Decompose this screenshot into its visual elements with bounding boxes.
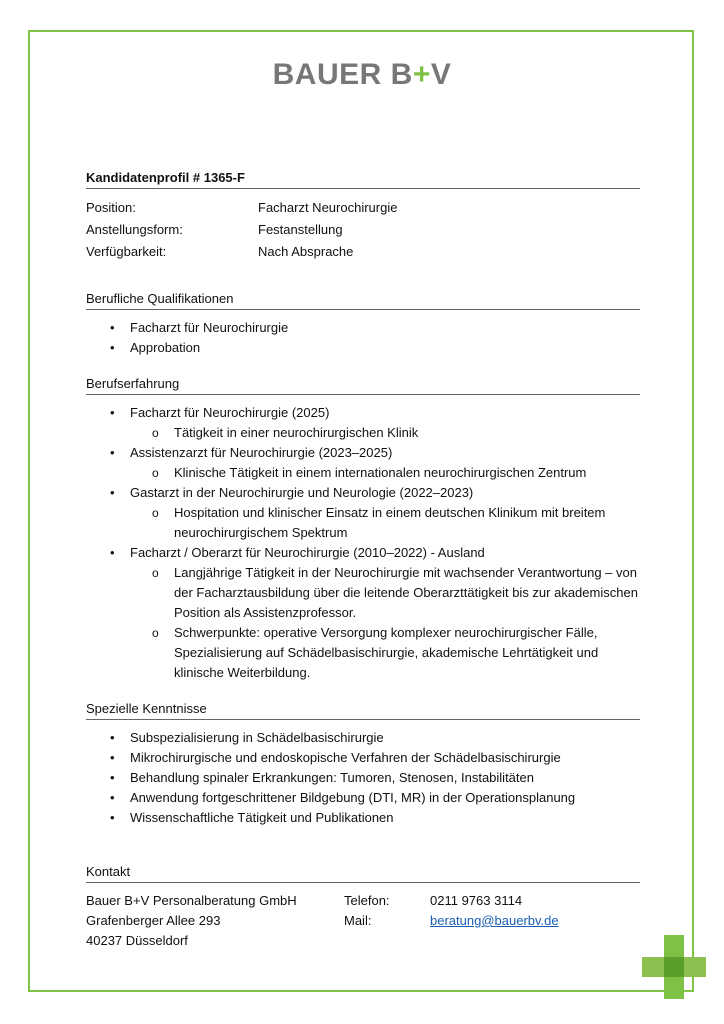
- skills-heading: Spezielle Kenntnisse: [86, 701, 640, 720]
- contact-phone-label: Telefon:: [344, 893, 390, 908]
- skills-section: [86, 701, 640, 828]
- experience-label: Gastarzt in der Neurochirurgie und Neurologie (2022–2023): [130, 485, 474, 500]
- field-key: Position:: [86, 200, 136, 215]
- experience-label: Facharzt / Oberarzt für Neurochirurgie (2010–2022) - Ausland: [130, 545, 485, 560]
- contact-phone: 0211 9763 3114: [430, 893, 523, 908]
- sub-list: [130, 503, 640, 543]
- profile-title: Kandidatenprofil # 1365-F: [86, 170, 640, 189]
- list-item: [86, 443, 640, 483]
- sub-list: [130, 563, 640, 683]
- list-item: • Subspezialisierung in Schädelbasischirurgie: [86, 728, 640, 748]
- logo-plus: +: [412, 58, 431, 91]
- contact-grid: [86, 891, 640, 951]
- field-row: [86, 219, 397, 241]
- contact-mail-label: Mail:: [344, 913, 372, 928]
- contact-mail-link[interactable]: beratung@bauerbv.de: [430, 913, 559, 928]
- sub-list-item: o Hospitation und klinischer Einsatz in einem deutschen Klinikum mit breitem neurochirurgischem Spektrum: [130, 503, 640, 543]
- list-item: • Approbation: [86, 338, 640, 358]
- contact-city: 40237 Düsseldorf: [86, 933, 188, 948]
- list-item: • Mikrochirurgische und endoskopische Verfahren der Schädelbasischirurgie: [86, 748, 640, 768]
- list-item: • Anwendung fortgeschrittener Bildgebung (DTI, MR) in der Operationsplanung: [86, 788, 640, 808]
- list-item: [86, 403, 640, 443]
- sub-list: [130, 423, 640, 443]
- field-row: [86, 241, 397, 263]
- experience-list: [86, 403, 640, 683]
- contact-section: [86, 864, 640, 951]
- list-item: • Wissenschaftliche Tätigkeit und Publikationen: [86, 808, 640, 828]
- field-value: Facharzt Neurochirurgie: [258, 200, 398, 215]
- field-row: [86, 197, 397, 219]
- experience-section: [86, 376, 640, 683]
- contact-street: Grafenberger Allee 293: [86, 913, 221, 928]
- sub-list: [130, 463, 640, 483]
- qualifications-section: [86, 291, 640, 358]
- logo-text-left: BAUER B: [272, 58, 413, 91]
- contact-heading: Kontakt: [86, 864, 640, 883]
- green-cross-icon: [642, 935, 706, 999]
- contact-company: Bauer B+V Personalberatung GmbH: [86, 893, 297, 908]
- profile-content: [86, 170, 640, 951]
- experience-heading: Berufserfahrung: [86, 376, 640, 395]
- qualifications-heading: Berufliche Qualifikationen: [86, 291, 640, 310]
- field-value: Festanstellung: [258, 222, 343, 237]
- sub-list-item: o Tätigkeit in einer neurochirurgischen Klinik: [130, 423, 640, 443]
- experience-label: Facharzt für Neurochirurgie (2025): [130, 405, 330, 420]
- list-item: [86, 543, 640, 683]
- profile-fields: [86, 197, 397, 263]
- company-logo: [0, 58, 724, 92]
- field-key: Verfügbarkeit:: [86, 244, 167, 259]
- list-item: • Behandlung spinaler Erkrankungen: Tumoren, Stenosen, Instabilitäten: [86, 768, 640, 788]
- sub-list-item: o Schwerpunkte: operative Versorgung komplexer neurochirurgischer Fälle, Spezialisierung auf Schädelbasischirurgie, akademische Lehrtätigkeit und klinische Weiterbildung.: [130, 623, 640, 683]
- experience-label: Assistenzarzt für Neurochirurgie (2023–2025): [130, 445, 393, 460]
- list-item: [86, 483, 640, 543]
- skills-list: [86, 728, 640, 828]
- field-key: Anstellungsform:: [86, 222, 183, 237]
- logo-text-right: V: [430, 58, 452, 91]
- sub-list-item: o Langjährige Tätigkeit in der Neurochirurgie mit wachsender Verantwortung – von der Facharztausbildung über die leitende Oberarzttätigkeit bis zur akademischen Position als Assistenzprofessor.: [130, 563, 640, 623]
- sub-list-item: o Klinische Tätigkeit in einem internationalen neurochirurgischen Zentrum: [130, 463, 640, 483]
- field-value: Nach Absprache: [258, 244, 354, 259]
- list-item: • Facharzt für Neurochirurgie: [86, 318, 640, 338]
- qualifications-list: [86, 318, 640, 358]
